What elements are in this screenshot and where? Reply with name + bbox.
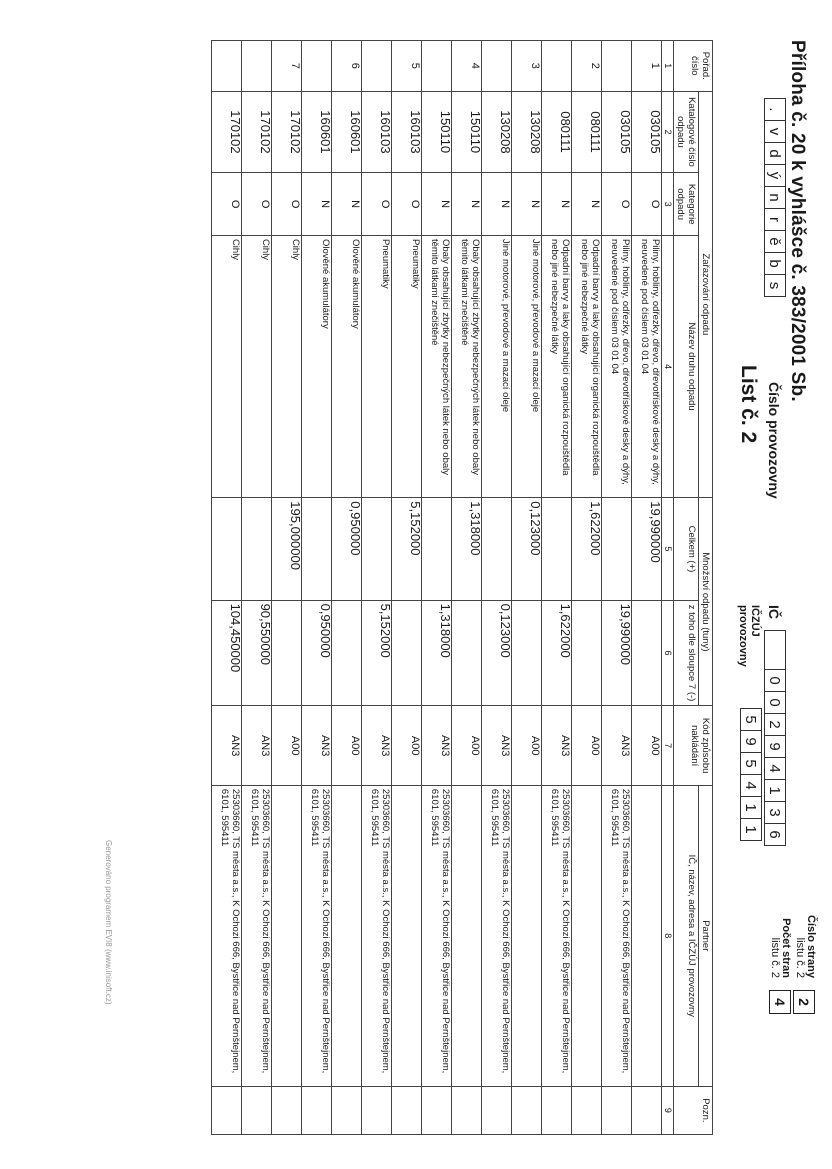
cell-nazev: Obaly obsahující zbytky nebezpečných látek nebo obaly těmito látkami znečištěné (452, 235, 482, 497)
header-partner-sub: IČ, název, adresa a IČZÚJ provozovny (674, 785, 699, 1086)
cell-nazev: Pneumatiky (362, 235, 392, 497)
iczuj-digits: 5 9 5 4 1 1 (740, 708, 762, 841)
cell-pozn (452, 1086, 482, 1134)
cell-katalog: 160103 (392, 91, 422, 173)
header-nazev: Název druhu odpadu (674, 235, 699, 497)
table-row (392, 41, 422, 1135)
cell-pozn (632, 1086, 662, 1134)
provozovna-label: Číslo provozovny (766, 382, 782, 499)
cell-partner: 25303660, TS města a.s., K Ochozi 666, Bystřice nad Pernštejnem, 6101, 595411 (242, 785, 272, 1086)
cell-nazev: Piliny, hobliny, odřezky, dřevo, dřevotřískové desky a dýhy, neuvedené pod číslem 03 01 04 (602, 235, 632, 497)
ic-digits: 0 0 2 9 4 1 3 6 (764, 630, 786, 846)
cell-ztoho (632, 600, 662, 706)
waste-table (211, 40, 713, 1135)
cell-kod: A00 (512, 706, 542, 785)
cell-katalog: 160601 (332, 91, 362, 173)
cell-katalog: 150110 (422, 91, 452, 173)
cell-porad (602, 41, 632, 92)
header-mnozstvi: Množství odpadu (tuny) (699, 498, 713, 706)
cell-kod: AN3 (602, 706, 632, 785)
cell-pozn (572, 1086, 602, 1134)
cell-nazev: Olověné akumulátory (332, 235, 362, 497)
cell-nazev: Olověné akumulátory (302, 235, 332, 497)
table-body (212, 41, 662, 1135)
cell-kod: A00 (272, 706, 302, 785)
list-number: List č. 2 (737, 365, 760, 444)
cell-katalog: 030105 (602, 91, 632, 173)
cell-nazev: Pneumatiky (392, 235, 422, 497)
cell-ztoho: 19,990000 (602, 600, 632, 706)
cell-nazev: Obaly obsahující zbytky nebezpečných látek nebo obaly těmito látkami znečištěné (422, 235, 452, 497)
table-row (422, 41, 452, 1135)
cell-ztoho (512, 600, 542, 706)
cell-pozn (422, 1086, 452, 1134)
cell-porad (212, 41, 242, 92)
cell-kategorie: N (452, 173, 482, 236)
cell-nazev: Odpadní barvy a laky obsahující organická rozpouštědla nebo jiné nebezpečné látky (572, 235, 602, 497)
cell-partner (392, 785, 422, 1086)
cell-porad (302, 41, 332, 92)
cell-kategorie: O (632, 173, 662, 236)
cell-celkem (302, 498, 332, 600)
header-col-number: 5 (662, 498, 674, 600)
cell-porad: 4 (452, 41, 482, 92)
cell-ztoho (392, 600, 422, 706)
cell-nazev: Cihly (272, 235, 302, 497)
header-celkem: Celkem (+) (674, 498, 699, 600)
cell-kod: AN3 (212, 706, 242, 785)
header-col-number: 2 (662, 91, 674, 173)
cell-partner (572, 785, 602, 1086)
cell-kategorie: O (272, 173, 302, 236)
cell-kategorie: N (302, 173, 332, 236)
cell-porad (422, 41, 452, 92)
cell-kod: A00 (452, 706, 482, 785)
cell-pozn (542, 1086, 572, 1134)
cell-kod: AN3 (302, 706, 332, 785)
cell-ztoho (332, 600, 362, 706)
page-count-label: Počet stran listu č. 2 (769, 918, 792, 978)
cell-kod: AN3 (242, 706, 272, 785)
footer-generator-note: Generováno programem EVI8 (www.inisoft.cz) (104, 840, 113, 1005)
cell-celkem: 195,000000 (272, 498, 302, 600)
cell-katalog: 170102 (242, 91, 272, 173)
cell-celkem (482, 498, 512, 600)
cell-pozn (272, 1086, 302, 1134)
cell-katalog: 130208 (512, 91, 542, 173)
cell-porad (482, 41, 512, 92)
cell-partner (332, 785, 362, 1086)
header-katalog: Katalogové číslo odpadu (674, 91, 699, 173)
table-row (452, 41, 482, 1135)
header-kategorie: Kategorie odpadu (674, 173, 699, 236)
header-zarazeni: Zařazování odpadu (699, 91, 713, 498)
cell-celkem (542, 498, 572, 600)
cell-kategorie: O (212, 173, 242, 236)
cell-kod: A00 (572, 706, 602, 785)
cell-katalog: 160103 (362, 91, 392, 173)
header-col-number: 7 (662, 706, 674, 785)
cell-kod: A00 (632, 706, 662, 785)
table-row (332, 41, 362, 1135)
iczuj-label: IČZÚJ provozovny (737, 605, 761, 667)
rotated-form-sheet (98, 40, 818, 1135)
cell-porad (362, 41, 392, 92)
table-row (512, 41, 542, 1135)
cell-kod: AN3 (362, 706, 392, 785)
cell-ztoho: 0,950000 (302, 600, 332, 706)
cell-porad: 3 (512, 41, 542, 92)
cell-katalog: 170102 (212, 91, 242, 173)
cell-katalog: 150110 (452, 91, 482, 173)
cell-kategorie: N (572, 173, 602, 236)
cell-porad (242, 41, 272, 92)
cell-kategorie: O (362, 173, 392, 236)
cell-pozn (332, 1086, 362, 1134)
cell-pozn (392, 1086, 422, 1134)
cell-nazev: Odpadní barvy a laky obsahující organická rozpouštědla nebo jiné nebezpečné látky (542, 235, 572, 497)
cell-partner (272, 785, 302, 1086)
cell-nazev: Piliny, hobliny, odřezky, dřevo, dřevotřískové desky a dýhy, neuvedené pod číslem 03 01 04 (632, 235, 662, 497)
cell-celkem: 19,990000 (632, 498, 662, 600)
page-number-label: Číslo strany listu č. 2 (794, 915, 817, 978)
header-ztoho: z toho dle sloupce 7 (-) (674, 600, 699, 706)
header-col-number: 8 (662, 785, 674, 1086)
header-kod: Kód způsobu nakládání (674, 706, 713, 785)
table-row (632, 41, 662, 1135)
cell-katalog: 080111 (542, 91, 572, 173)
provozovna-letters: . v d ý n r ě b s (764, 98, 786, 297)
cell-partner: 25303660, TS města a.s., K Ochozi 666, Bystřice nad Pernštejnem, 6101, 595411 (602, 785, 632, 1086)
cell-pozn (242, 1086, 272, 1134)
table-row (302, 41, 332, 1135)
cell-porad: 5 (392, 41, 422, 92)
cell-kategorie: N (422, 173, 452, 236)
cell-kod: AN3 (482, 706, 512, 785)
table-row (242, 41, 272, 1135)
table-row (572, 41, 602, 1135)
cell-partner (452, 785, 482, 1086)
header-col-number: 1 (662, 41, 674, 92)
cell-kategorie: O (392, 173, 422, 236)
header-partner: Partner (699, 785, 713, 1086)
cell-ztoho (572, 600, 602, 706)
cell-pozn (602, 1086, 632, 1134)
cell-kod: AN3 (542, 706, 572, 785)
header-col-number: 3 (662, 173, 674, 236)
table-row (542, 41, 572, 1135)
cell-kategorie: N (482, 173, 512, 236)
header-col-number: 4 (662, 235, 674, 497)
cell-katalog: 030105 (632, 91, 662, 173)
cell-ztoho: 1,622000 (542, 600, 572, 706)
table-row (362, 41, 392, 1135)
cell-kategorie: O (242, 173, 272, 236)
cell-katalog: 080111 (572, 91, 602, 173)
cell-ztoho: 1,318000 (422, 600, 452, 706)
ic-label: IČ (766, 605, 782, 619)
page-count-value: 4 (769, 990, 791, 1014)
table-row (212, 41, 242, 1135)
table-row (602, 41, 632, 1135)
cell-kategorie: N (512, 173, 542, 236)
cell-partner: 25303660, TS města a.s., K Ochozi 666, Bystřice nad Pernštejnem, 6101, 595411 (422, 785, 452, 1086)
cell-ztoho (452, 600, 482, 706)
header-porad: Pořad. číslo (674, 41, 713, 92)
cell-nazev: Jiné motorové, převodové a mazací oleje (482, 235, 512, 497)
header-pozn: Pozn. (674, 1086, 713, 1134)
cell-celkem (362, 498, 392, 600)
cell-celkem: 1,318000 (452, 498, 482, 600)
cell-kod: AN3 (422, 706, 452, 785)
cell-kategorie: O (602, 173, 632, 236)
cell-ztoho: 5,152000 (362, 600, 392, 706)
cell-kod: A00 (332, 706, 362, 785)
cell-porad: 2 (572, 41, 602, 92)
cell-ztoho: 90,550000 (242, 600, 272, 706)
cell-porad: 1 (632, 41, 662, 92)
cell-ztoho (272, 600, 302, 706)
cell-nazev: Cihly (242, 235, 272, 497)
cell-nazev: Cihly (212, 235, 242, 497)
cell-celkem: 5,152000 (392, 498, 422, 600)
cell-celkem: 0,950000 (332, 498, 362, 600)
table-row (272, 41, 302, 1135)
cell-partner: 25303660, TS města a.s., K Ochozi 666, Bystřice nad Pernštejnem, 6101, 595411 (362, 785, 392, 1086)
header-col-number: 6 (662, 600, 674, 706)
cell-partner (632, 785, 662, 1086)
cell-celkem (422, 498, 452, 600)
cell-porad: 6 (332, 41, 362, 92)
cell-celkem: 0,123000 (512, 498, 542, 600)
document-title: Příloha č. 20 k vyhlášce č. 383/2001 Sb. (787, 40, 808, 402)
cell-katalog: 130208 (482, 91, 512, 173)
cell-nazev: Jiné motorové, převodové a mazací oleje (512, 235, 542, 497)
cell-kategorie: N (332, 173, 362, 236)
table-row (482, 41, 512, 1135)
cell-pozn (512, 1086, 542, 1134)
cell-celkem (602, 498, 632, 600)
cell-porad (542, 41, 572, 92)
cell-celkem (242, 498, 272, 600)
cell-katalog: 170102 (272, 91, 302, 173)
cell-katalog: 160601 (302, 91, 332, 173)
cell-partner: 25303660, TS města a.s., K Ochozi 666, Bystřice nad Pernštejnem, 6101, 595411 (302, 785, 332, 1086)
cell-pozn (362, 1086, 392, 1134)
cell-partner: 25303660, TS města a.s., K Ochozi 666, Bystřice nad Pernštejnem, 6101, 595411 (482, 785, 512, 1086)
cell-partner (512, 785, 542, 1086)
cell-partner: 25303660, TS města a.s., K Ochozi 666, Bystřice nad Pernštejnem, 6101, 595411 (542, 785, 572, 1086)
cell-porad: 7 (272, 41, 302, 92)
cell-celkem: 1,622000 (572, 498, 602, 600)
cell-pozn (212, 1086, 242, 1134)
cell-kod: A00 (392, 706, 422, 785)
cell-ztoho: 0,123000 (482, 600, 512, 706)
cell-pozn (302, 1086, 332, 1134)
cell-partner: 25303660, TS města a.s., K Ochozi 666, Bystřice nad Pernštejnem, 6101, 595411 (212, 785, 242, 1086)
cell-pozn (482, 1086, 512, 1134)
header-col-number: 9 (662, 1086, 674, 1134)
page-number-value: 2 (793, 990, 815, 1014)
cell-kategorie: N (542, 173, 572, 236)
cell-ztoho: 104,450000 (212, 600, 242, 706)
cell-celkem (212, 498, 242, 600)
